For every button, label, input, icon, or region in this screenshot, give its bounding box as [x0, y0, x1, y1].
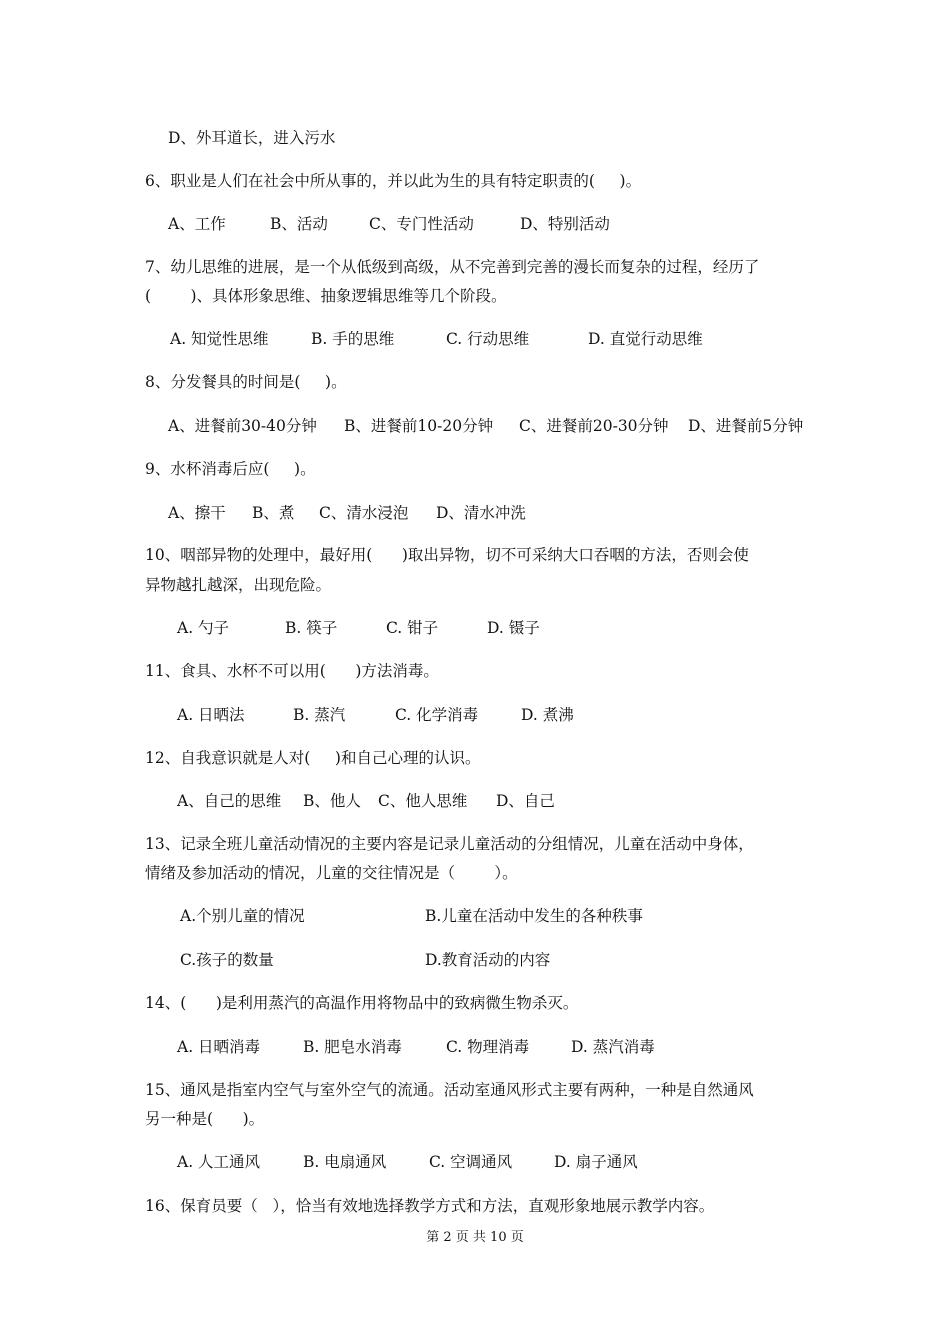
q6-option-a: A、工作: [168, 215, 226, 233]
q15-option-d: D. 扇子通风: [554, 1153, 638, 1171]
q10-option-b: B. 筷子: [285, 619, 338, 637]
q5-option-d: D、外耳道长，进入污水: [168, 129, 336, 147]
q16-stem: 16、保育员要（ ），恰当有效地选择教学方式和方法，直观形象地展示教学内容。: [145, 1197, 715, 1215]
q12-stem: 12、自我意识就是人对( )和自己心理的认识。: [145, 749, 481, 767]
q8-option-c: C、进餐前20-30分钟: [519, 417, 669, 435]
q13-stem-line2: 情绪及参加活动的情况，儿童的交往情况是（ ）。: [145, 864, 518, 882]
q13-option-b: B.儿童在活动中发生的各种秩事: [425, 907, 643, 925]
q7-stem-line1: 7、幼儿思维的进展，是一个从低级到高级，从不完善到完善的漫长而复杂的过程，经历了: [145, 258, 760, 276]
q7-option-d: D. 直觉行动思维: [588, 330, 703, 348]
q9-option-c: C、清水浸泡: [319, 504, 409, 522]
q13-option-d: D.教育活动的内容: [425, 951, 551, 969]
q12-option-b: B、他人: [303, 792, 361, 810]
q15-stem-line2: 另一种是( )。: [145, 1110, 265, 1128]
q7-option-c: C. 行动思维: [446, 330, 530, 348]
q10-option-c: C. 钳子: [386, 619, 439, 637]
q14-option-a: A. 日晒消毒: [177, 1038, 261, 1056]
q7-stem-line2: ( )、具体形象思维、抽象逻辑思维等几个阶段。: [145, 287, 507, 305]
q8-option-b: B、进餐前10-20分钟: [344, 417, 494, 435]
q10-option-a: A. 勺子: [177, 619, 230, 637]
q11-option-d: D. 煮沸: [521, 706, 574, 724]
q8-option-a: A、进餐前30-40分钟: [168, 417, 317, 435]
q6-option-d: D、特别活动: [520, 215, 610, 233]
q6-option-b: B、活动: [270, 215, 328, 233]
page-footer: 第 2 页 共 10 页: [426, 1230, 524, 1245]
q13-stem-line1: 13、记录全班儿童活动情况的主要内容是记录儿童活动的分组情况，儿童在活动中身体，: [145, 835, 754, 853]
q11-option-a: A. 日晒法: [177, 706, 245, 724]
q6-option-c: C、专门性活动: [369, 215, 474, 233]
q9-option-b: B、煮: [252, 504, 295, 522]
q10-option-d: D. 镊子: [487, 619, 540, 637]
q12-option-a: A、自己的思维: [177, 792, 282, 810]
q9-stem: 9、水杯消毒后应( )。: [145, 460, 316, 478]
q15-stem-line1: 15、通风是指室内空气与室外空气的流通。活动室通风形式主要有两种，一种是自然通风: [145, 1081, 754, 1099]
q15-option-b: B. 电扇通风: [303, 1153, 387, 1171]
q11-stem: 11、食具、水杯不可以用( )方法消毒。: [145, 662, 439, 680]
q15-option-a: A. 人工通风: [177, 1153, 261, 1171]
q11-option-b: B. 蒸汽: [293, 706, 346, 724]
q7-option-a: A. 知觉性思维: [170, 330, 269, 348]
q15-option-c: C. 空调通风: [429, 1153, 513, 1171]
q11-option-c: C. 化学消毒: [395, 706, 479, 724]
q9-option-a: A、擦干: [168, 504, 226, 522]
q6-stem: 6、职业是人们在社会中所从事的，并以此为生的具有特定职责的( )。: [145, 172, 642, 190]
q13-option-a: A.个别儿童的情况: [180, 907, 305, 925]
q7-option-b: B. 手的思维: [311, 330, 395, 348]
q14-option-c: C. 物理消毒: [446, 1038, 530, 1056]
q10-stem-line2: 异物越扎越深，出现危险。: [145, 576, 332, 594]
q14-option-d: D. 蒸汽消毒: [571, 1038, 655, 1056]
q8-option-d: D、进餐前5分钟: [688, 417, 804, 435]
q12-option-c: C、他人思维: [378, 792, 468, 810]
q13-option-c: C.孩子的数量: [180, 951, 274, 969]
q14-option-b: B. 肥皂水消毒: [303, 1038, 402, 1056]
q14-stem: 14、( )是利用蒸汽的高温作用将物品中的致病微生物杀灭。: [145, 994, 579, 1012]
q8-stem: 8、分发餐具的时间是( )。: [145, 373, 347, 391]
q10-stem-line1: 10、咽部异物的处理中，最好用( )取出异物，切不可采纳大口吞咽的方法，否则会使: [145, 546, 749, 564]
q9-option-d: D、清水冲洗: [436, 504, 526, 522]
q12-option-d: D、自己: [496, 792, 555, 810]
